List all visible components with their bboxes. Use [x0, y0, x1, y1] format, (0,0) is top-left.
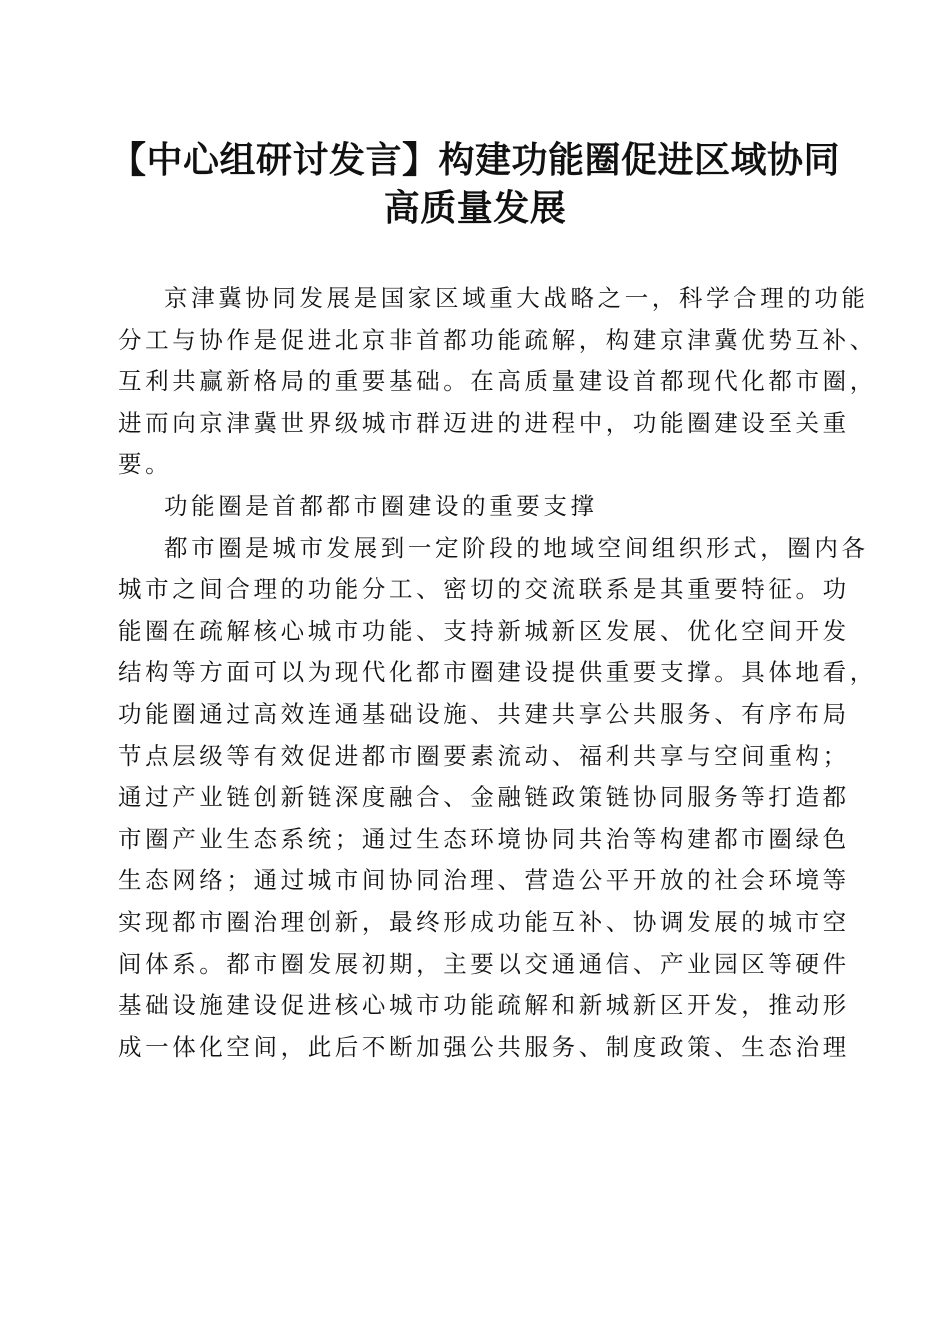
document-body [118, 278, 877, 1068]
text-line: 分工与协作是促进北京非首都功能疏解，构建京津冀优势互补、 [118, 325, 877, 354]
text-line: 间体系。都市圈发展初期，主要以交通通信、产业园区等硬件 [118, 949, 850, 978]
text-line: 成一体化空间，此后不断加强公共服务、制度政策、生态治理 [118, 1032, 850, 1061]
text-line: 能圈在疏解核心城市功能、支持新城新区发展、优化空间开发 [118, 616, 850, 645]
document-title [100, 136, 850, 232]
paragraph-body [118, 528, 877, 1069]
title-line-1: 【中心组研讨发言】构建功能圈促进区域协同 [109, 139, 840, 181]
text-line: 互利共赢新格局的重要基础。在高质量建设首都现代化都市圈， [118, 367, 877, 396]
text-line: 进而向京津冀世界级城市群迈进的进程中，功能圈建设至关重 [118, 408, 850, 437]
section-heading-text: 功能圈是首都都市圈建设的重要支撑 [164, 491, 598, 520]
text-line: 城市之间合理的功能分工、密切的交流联系是其重要特征。功 [118, 575, 850, 604]
title-line-2: 高质量发展 [383, 187, 567, 229]
text-line: 功能圈通过高效连通基础设施、共建共享公共服务、有序布局 [118, 699, 850, 728]
text-line: 节点层级等有效促进都市圈要素流动、福利共享与空间重构； [118, 741, 850, 770]
text-line: 实现都市圈治理创新，最终形成功能互补、协调发展的城市空 [118, 907, 850, 936]
text-line: 京津冀协同发展是国家区域重大战略之一，科学合理的功能 [164, 284, 869, 312]
text-line: 结构等方面可以为现代化都市圈建设提供重要支撑。具体地看， [118, 658, 877, 687]
text-line: 通过产业链创新链深度融合、金融链政策链协同服务等打造都 [118, 783, 850, 812]
paragraph-intro [118, 278, 877, 486]
text-line: 市圈产业生态系统；通过生态环境协同共治等构建都市圈绿色 [118, 824, 850, 853]
text-line: 要。 [118, 450, 173, 479]
text-line: 基础设施建设促进核心城市功能疏解和新城新区开发，推动形 [118, 991, 850, 1020]
text-line: 都市圈是城市发展到一定阶段的地域空间组织形式，圈内各 [164, 533, 869, 562]
text-line: 生态网络；通过城市间协同治理、营造公平开放的社会环境等 [118, 866, 850, 895]
section-heading [118, 486, 836, 528]
